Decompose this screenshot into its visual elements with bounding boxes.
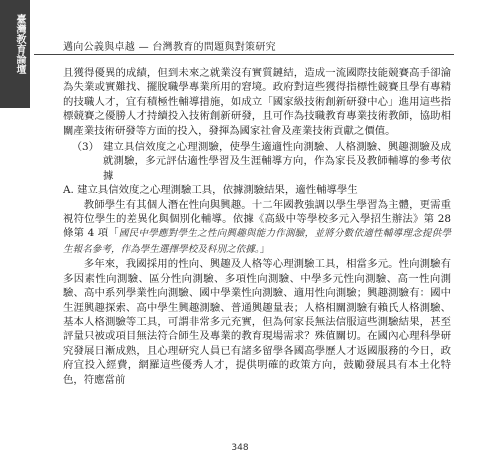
- paragraph-1: 且獲得優異的成績，但到未來之就業沒有實質鏈結，造成一流國際技能競賽高手卻淪為失業或實難找、擺脫職學專業所用的窘境。政府對這些獲得指標性競賽且學有專精的技職人才，宜有積極性輔導措施，如成立「國家級技術創新研發中心」進用這些指標競賽之優勝人才持續投入技術創新研發，且可作為技職教育專業技術教師，協助相關產業技術研發等方面的投入，發揮為國家社會及產業技術貢獻之價值。: [63, 67, 451, 137]
- page-number: 348: [231, 443, 249, 453]
- section-subheading: A. 建立具信效度之心理測驗工具，依據測驗結果，適性輔導學生: [63, 184, 358, 197]
- page-body: [63, 66, 451, 387]
- paragraph-2: [63, 198, 451, 258]
- paragraph-2-lead: 教師學生有其個人潛在性向與興趣。十二年國教強調以學生學習為主體，更需重視符位學生的差異化與個別化輔導。依據《高級中等學校多元入學招生辦法》第 28 條第 4 項「: [63, 198, 451, 240]
- side-tab-label: 臺灣教育論壇: [14, 14, 25, 74]
- paragraph-3: 多年來，我國採用的性向、興趣及人格等心理測驗工具，相當多元。性向測驗有多因素性向測驗、區分性向測驗、多項性向測驗、中學多元性向測驗、高一性向測驗、高中系列學業性向測驗、國中學業性向測驗、適用性向測驗；興趣測驗有：國中生涯興趣探索、高中學生興趣測驗、普通興趣量表；人格相關測驗有賴氏人格測驗、基本人格測驗等工具，可謂非常多元充實，但為何家長無法信服這些測驗結果，甚至評量只被或項目無法符合師生及專業的教育現場需求？殊值關切。在國內心理科學研究發展日漸成熟，且心理研究人員已有諸多留學各國高學歷人才返國服務的今日，政府宜投入經費，網羅這些優秀人才，提供明確的政策方向，鼓勵發展具有本土化特色，符應當前: [63, 258, 451, 386]
- list-item-number: （3）: [71, 141, 99, 154]
- paragraph-2-tail: 」: [259, 242, 271, 255]
- regulation-quote: 國民中學應對學生之性向興趣與能力作測驗，並將分數依適性輔導理念提供學生報名參考，作為學生選擇學校及科別之依據。: [63, 228, 452, 255]
- running-header: 邁向公義與卓越 — 台灣教育的問題與對策研究: [63, 42, 276, 53]
- header-rule: [34, 54, 454, 55]
- list-item: [63, 140, 451, 183]
- chapter-side-tab: [0, 0, 30, 108]
- list-item-text: 建立具信效度之心理測驗，使學生適適性向測驗、人格測驗、興趣測驗及成就測驗，多元評估適性學習及生涯輔導方向，作為家長及教師輔導的參考依據: [103, 141, 451, 182]
